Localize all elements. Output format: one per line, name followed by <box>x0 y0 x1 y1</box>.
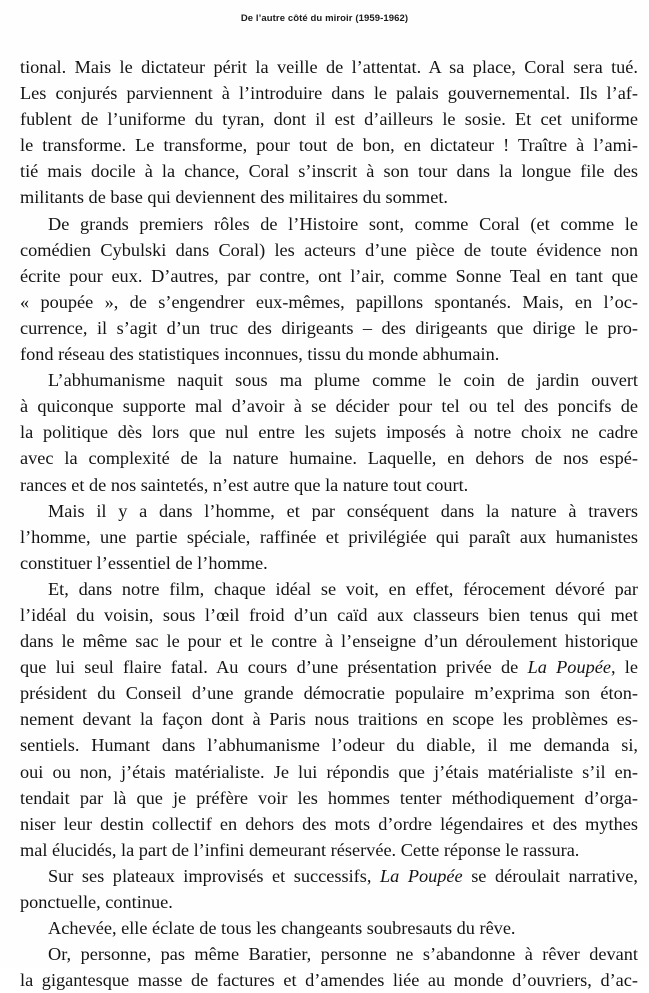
paragraph <box>20 498 638 576</box>
text-line: L’abhumanisme naquit sous ma plume comme le coin de jardin ouvert <box>48 370 638 391</box>
text-line: Et, dans notre film, chaque idéal se voit, en effet, férocement dévoré par <box>48 578 638 599</box>
film-title: La Poupée <box>379 865 463 886</box>
text-line: « poupée », de s’engendrer eux-mêmes, papillons spontanés. Mais, en l’oc- <box>20 291 638 312</box>
text-line: nement devant la façon dont à Paris nous traitions en scope les problèmes es- <box>20 709 638 730</box>
text-line: mal élucidés, la part de l’infini demeurant réservée. Cette réponse le rassura. <box>20 839 580 860</box>
text-line: président du Conseil d’une grande démocratie populaire m’exprima son éton- <box>20 683 638 704</box>
paragraph <box>20 211 638 368</box>
text-line: Les conjurés parviennent à l’introduire dans le palais gouvernemental. Ils l’af- <box>20 83 638 104</box>
text-line: ponctuelle, continue. <box>20 892 173 912</box>
paragraph <box>20 367 638 497</box>
text-line: tié mais docile à la chance, Coral s’inscrit à son tour dans la longue file des <box>20 161 638 182</box>
text-line: De grands premiers rôles de l’Histoire sont, comme Coral (et comme le <box>48 213 638 234</box>
text-line: tendait par là que je préfère voir les hommes tenter méthodiquement d’orga- <box>20 787 638 808</box>
text-line: rances et de nos saintetés, n’est autre que la nature tout court. <box>20 474 469 495</box>
text-line: Achevée, elle éclate de tous les changeants soubresauts du rêve. <box>48 918 516 939</box>
text-line: oui ou non, j’étais matérialiste. Je lui répondis que j’étais matérialiste s’il en- <box>20 761 638 782</box>
text-line: tional. Mais le dictateur périt la veille de l’attentat. A sa place, Coral sera tué. <box>20 57 638 77</box>
text-line: la politique dès lors que nul entre les sujets imposés à notre choix ne cadre <box>20 422 638 443</box>
text-line: fond réseau des statistiques inconnues, tissu du monde abhumain. <box>20 344 500 365</box>
text-line: sentiels. Humant dans l’abhumanisme l’odeur du diable, il me demanda si, <box>20 735 638 756</box>
text-line: avec la complexité de la nature humaine. Laquelle, en dehors de nos espé- <box>20 448 638 469</box>
text-line: militants de base qui deviennent des militaires du sommet. <box>20 187 449 208</box>
paragraph <box>20 576 638 863</box>
text-line: currence, il s’agit d’un truc des dirigeants – des dirigeants que dirige le pro- <box>20 317 638 338</box>
paragraph <box>20 941 638 993</box>
text-line: Sur ses plateaux improvisés et successifs, La Poupée se déroulait narrative, <box>48 865 638 886</box>
paragraph <box>20 863 638 915</box>
text-line: le transforme. Le transforme, pour tout de bon, en dictateur ! Traître à l’ami- <box>20 135 638 156</box>
film-title: La Poupée <box>527 657 611 678</box>
text-line: écrite pour eux. D’autres, par contre, ont l’air, comme Sonne Teal en tant que <box>20 265 638 286</box>
text-line: à quiconque supporte mal d’avoir à se décider pour tel ou tel des poncifs de <box>20 396 638 417</box>
text-line: Mais il y a dans l’homme, et par conséquent dans la nature à travers <box>48 500 638 521</box>
paragraph <box>20 54 638 211</box>
text-line: l’homme, une partie spéciale, raffinée et privilégiée qui paraît aux humanistes <box>20 526 638 547</box>
paragraph <box>20 915 638 941</box>
text-line: niser leur destin collectif en dehors des mots d’ordre légendaires et des mythes <box>20 813 638 834</box>
text-line: comédien Cybulski dans Coral) les acteurs d’une pièce de toute évidence non <box>20 239 638 260</box>
text-line: l’idéal du voisin, sous l’œil froid d’un caïd aux classeurs bien tenus qui met <box>20 604 638 625</box>
body-text <box>20 54 638 993</box>
text-line: la gigantesque masse de factures et d’amendes liée au monde d’ouvriers, d’ac- <box>20 970 638 991</box>
text-line: fublent de l’uniforme du tyran, dont il est d’ailleurs le sosie. Et cet uniforme <box>20 109 638 130</box>
text-line: dans le même sac le pour et le contre à l’enseigne d’un déroulement historique <box>20 631 638 652</box>
text-line: Or, personne, pas même Baratier, personne ne s’abandonne à rêver devant <box>48 944 638 965</box>
running-header-title: De l’autre côté du miroir (1959-1962) <box>240 13 409 24</box>
text-line: que lui seul flaire fatal. Au cours d’une présentation privée de La Poupée, le <box>20 657 639 678</box>
text-line: constituer l’essentiel de l’homme. <box>20 552 268 573</box>
